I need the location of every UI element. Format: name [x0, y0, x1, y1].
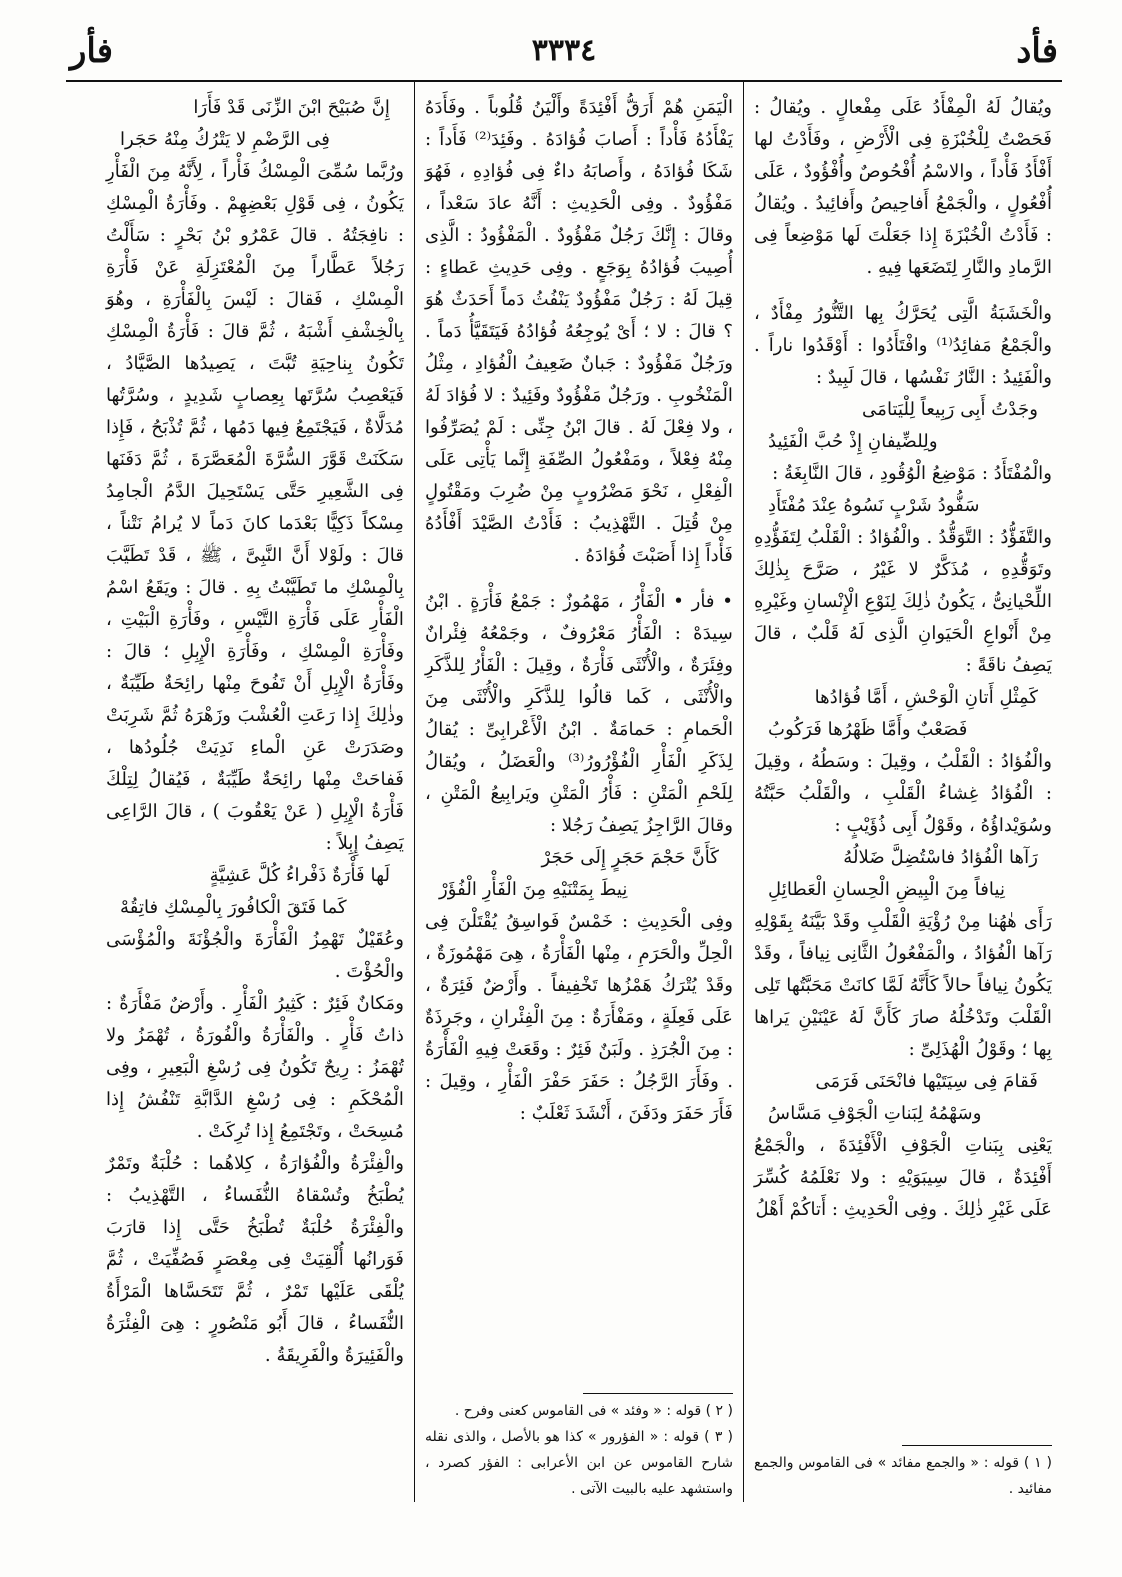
page-number: ٣٣٣٤: [531, 33, 597, 68]
paragraph: رَأَى هٰهُنا مِنْ رُؤْيَةِ الْقَلْبِ وقَدْ بَيَّنَهُ بِقَوْلِهِ رَآها الْفُؤادُ ، والْمَفْعُولُ الثَّانِى نِيافاً ، وقَدْ يَكُونُ نِيافاً حالاً كَأَنَّهُ لَمَّا كانَتْ مَحَبَّتُها تَلِى الْقَلْبَ وتَدْخُلُهُ صارَ كَأَنَّ لَهُ عَيْنَيْنِ يَراها بِها ؛ وقَوْلُ الْهُذَلِىِّ :: [754, 911, 1052, 1060]
verse-hemistich: كَما فَتَقَ الْكافُورَ بِالْمِسْكِ فاتِقُهْ: [120, 897, 347, 918]
paragraph: والتَّفَؤُّدُ : التَّوَقُّدُ . والْفُؤادُ : الْقَلْبُ لِتَفَؤُّدِهِ وتَوَقُّدِهِ ، مُذَكَّرٌ لا غَيْرُ ، صَرَّحَ بِذٰلِكَ اللِّحْيانِىُّ ، يَكُونُ ذٰلِكَ لِنَوْعِ الْإِنْسانِ وغَيْرِهِ مِنْ أَنْواعِ الْحَيَوانِ الَّذِى لَهُ قَلْبٌ ، قالَ يَصِفُ ناقَةً :: [754, 527, 1052, 676]
header-left-entry: فأر: [70, 31, 114, 71]
verse-hemistich: فِى الرَّضْمِ لا يَتْرُكُ مِنْهُ حَجَرا: [120, 129, 330, 150]
verse-dhuayb: [754, 842, 1052, 906]
paragraph: ورُبَّما سُمِّىَ الْمِسْكُ فَأْراً ، لِأَنَّهُ مِنَ الْفَأْرِ يَكُونُ ، فِى قَوْلِ بَعْضِهِمْ . وفَأْرَةُ الْمِسْكِ : نافِجَتُهُ . قالَ عَمْرُو بْنُ بَحْرٍ : سَأَلْتُ رَجُلاً عَطَّاراً مِنَ الْمُعْتَزِلَةِ عَنْ فَأْرَةِ الْمِسْكِ ، فَقالَ : لَيْسَ بِالْفَأْرَةِ ، وهُوَ بِالْخِشْفِ أَشْبَهُ ، ثُمَّ قالَ : فَأْرَةُ الْمِسْكِ تَكُونُ بِناحِيَةِ تُبَّتَ ، يَصِيدُها الصَّيَّادُ ، فَيَعْصِبُ سُرَّتَها بِعِصابٍ شَدِيدٍ ، وسُرَّتُها مُدَلَّاةٌ ، فَيَجْتَمِعُ فِيها دَمُها ، ثُمَّ تُذْبَحُ ، فَإِذا سَكَنَتْ قَوَّرَ السُّرَّةَ الْمُعَصَّرَةَ ، ثُمَّ دَفَنَها فِى الشَّعِيرِ حَتَّى يَسْتَحِيلَ الدَّمُ الْجامِدُ مِسْكاً ذَكِيًّا بَعْدَما كانَ دَماً لا يُرامُ نَتْناً ، قالَ : ولَوْلا أَنَّ النَّبِىَّ ، ﷺ ، قَدْ تَطَيَّبَ بِالْمِسْكِ ما تَطَيَّبْتُ بِهِ . قالَ : ويَقَعُ اسْمُ الْفَأْرِ عَلَى فَأْرَةِ التَّيْسِ ، وفَأْرَةِ الْبَيْتِ ، وفَأْرَةِ الْمِسْكِ ، وفَأْرَةِ الْإِبِلِ ؛ قالَ : وفَأْرَةُ الْإِبِلِ أَنْ تَفُوحَ مِنْها رائِحَةٌ طَيِّبَةٌ ، وذٰلِكَ إِذا رَعَتِ الْعُشْبَ وزَهْرَهُ ثُمَّ شَرِبَتْ وصَدَرَتْ عَنِ الْماءِ نَدِيَتْ جُلُودُها ، فَفاحَتْ مِنْها رائِحَةٌ طَيِّبَةٌ ، فَيُقالُ لِتِلْكَ فَأْرَةُ الْإِبِلِ ( عَنْ يَعْقُوبَ ) ، قالَ الرَّاعِى يَصِفُ إِبِلاً :: [106, 161, 404, 854]
footnote-rule: [902, 1445, 1052, 1446]
page-header: [66, 28, 1062, 74]
verse-hemistich: سَفُّودُ شَرْبٍ نَسُوهُ عِنْدَ مُفْتَأَدِ: [768, 495, 980, 516]
verse-hemistich: كَأَنَّ حَجْمَ حَجَرٍ إِلَى حَجَرْ: [541, 847, 719, 868]
verse-naqa: [754, 682, 1052, 746]
footnotes-middle: [425, 1393, 733, 1502]
paragraph: يَعْنِى بِبَناتِ الْجَوْفِ الْأَفْئِدَةَ ، والْجَمْعُ أَفْئِدَةٌ ، قالَ سِيبَوَيْهِ : ولا نَعْلَمُهُ كُسِّرَ عَلَى غَيْرِ ذٰلِكَ . وفِى الْحَدِيثِ : أَتاكُمْ أَهْلُ: [754, 1135, 1052, 1220]
paragraph: وفِى الْحَدِيثِ : خَمْسٌ فَواسِقُ يُقْتَلْنَ فِى الْحِلِّ والْحَرَمِ ، مِنْها الْفَأْرَةُ ، هِىَ مَهْمُوزَةٌ ، وقَدْ يُتْرَكُ هَمْزُها تَخْفِيفاً . وأَرْضٌ فَئِرَةٌ ، عَلَى فَعِلَةٍ ، ومَفْأَرَةٌ : مِنَ الْفِئْرانِ ، وجَرِذَةٌ : مِنَ الْجُرَذِ . ولَبَنٌ فَئِرٌ : وقَعَتْ فِيهِ الْفَأْرَةُ . وفَأَرَ الرَّجُلُ : حَفَرَ حَفْرَ الْفَأْرِ ، وقِيلَ : فَأَرَ حَفَرَ ودَفَنَ ، أَنْشَدَ ثَعْلَبٌ :: [425, 911, 733, 1124]
verse-hemistich: وسَهْمُهُ لِبَناتِ الْجَوْفِ مَسَّاسُ: [768, 1103, 982, 1124]
verse-hemistich: وجَدْتُ أَبِى رَبِيعاً لِلْيَتامَى: [862, 399, 1038, 420]
verse-hemistich: نِيطَ بِمَتْنَيْهِ مِنَ الْفَأْرِ الْفُؤَرْ: [439, 879, 628, 900]
verse-hemistich: لَها فَأْرَةٌ ذَفْراءُ كُلَّ عَشِيَّةٍ: [209, 865, 390, 886]
paragraph: والْمُفْتَأَدُ : مَوْضِعُ الْوُقُودِ ، قالَ النَّابِغَةُ :: [772, 463, 1052, 484]
paragraph: الْيَمَنِ هُمْ أَرَقُّ أَفْئِدَةً وأَلْيَنُ قُلُوباً . وفَأَدَهُ يَفْأَدُهُ فَأْداً : أَصابَ فُؤادَهُ . وفَئِدَ⁽²⁾ فَأَداً : شَكَا فُؤادَهُ ، وأَصابَهُ داءٌ فِى فُؤادِهِ ، فَهُوَ مَفْؤُودٌ . وفِى الْحَدِيثِ : أَنَّهُ عادَ سَعْداً ، وقالَ : إِنَّكَ رَجُلٌ مَفْؤُودٌ . الْمَفْؤُودُ : الَّذِى أُصِيبَ فُؤادُهُ بِوَجَعٍ . وفِى حَدِيثِ عَطاءٍ : قِيلَ لَهُ : رَجُلٌ مَفْؤُودٌ يَنْفُثُ دَماً أَحَدَثٌ هُوَ ؟ قالَ : لا ؛ أَىْ يُوجِعُهُ فُؤادُهُ فَيَتَقَيَّأُ دَماً . ورَجُلٌ مَفْؤُودٌ : جَبانٌ ضَعِيفُ الْفُؤادِ ، مِثْلُ الْمَنْخُوبِ . ورَجُلٌ مَفْؤُودٌ وفَئِيدٌ : لا فُؤادَ لَهُ ، ولا فِعْلَ لَهُ . قالَ ابْنُ جِنِّى : لَمْ يُصَرِّفُوا مِنْهُ فِعْلاً ، ومَفْعُولُ الصِّفَةِ إِنَّما يَأْتِى عَلَى الْفِعْلِ ، نَحْوَ مَضْرُوبٍ مِنْ ضُرِبَ ومَقْتُولٍ مِنْ قُتِلَ . التَّهْذِيبُ : فَأَدْتُ الصَّيْدَ أَفْأَدُهُ فَأْداً إِذا أَصَبْتَ فُؤادَهُ .: [425, 97, 734, 566]
column-left: [96, 82, 414, 1502]
paragraph: ومَكانٌ فَئِرٌ : كَثِيرُ الْفَأْرِ . وأَرْضٌ مَفْأَرَةٌ : ذاتُ فَأْرٍ . والْفَأْرَةُ والْفُورَةُ ، تُهْمَزُ ولا تُهْمَزُ : رِيحٌ تَكُونُ فِى رُسْغِ الْبَعِيرِ ، وفِى الْمُحْكَمِ : فِى رُسْغِ الدَّابَّةِ تَنْفُشُ إِذا مُسِحَتْ ، وتَجْتَمِعُ إِذا تُرِكَتْ .: [106, 993, 404, 1142]
footnote: ( ١ ) قوله : « والجمع مفائد » فى القاموس والجمع مفائيد .: [754, 1455, 1053, 1497]
verse-rai: [106, 860, 404, 924]
footnote: ( ٢ ) قوله : « وفئد » فى القاموس كعنى وفرح .: [454, 1403, 733, 1419]
paragraph: وعُقَيْلٌ تَهْمِزُ الْفَأْرَةَ والْجُؤْنَةَ والْمُؤْسَى والْحُؤْتَ .: [106, 929, 404, 982]
footnotes-right: [754, 1445, 1052, 1502]
column-middle: [414, 82, 744, 1502]
verse-hemistich: فَقامَ فِى سِيَتَيْها فانْحَنَى فَرَمَى: [815, 1071, 1038, 1092]
header-right-entry: فأد: [1016, 31, 1058, 71]
paragraph: والْفِئْرَةُ والْفُؤارَةُ ، كِلاهُما : حُلْبَةٌ وتَمْرٌ يُطْبَخُ وتُسْقاهُ النُّفَساءُ ، التَّهْذِيبُ : والْفِئْرَةُ حُلْبَةٌ تُطْبَخُ حَتَّى إِذا قارَبَ فَوَرانُها أُلْقِيَتْ فِى مِعْصَرٍ فَصُفِّيَتْ ، ثُمَّ يُلْقَى عَلَيْها تَمْرٌ ، ثُمَّ تَتَحَسَّاها الْمَرْأَةُ النُّفَساءُ ، قالَ أَبُو مَنْصُورٍ : هِىَ الْفِئْرَةُ والْفَئِيرَةُ والْفَرِيقَةُ .: [106, 1153, 404, 1366]
verse-hemistich: كَمِثْلِ أَتانِ الْوَحْشِ ، أَمَّا فُؤادُها: [814, 687, 1038, 708]
verse-labid: [754, 394, 1052, 458]
verse-hemistich: فَصَعْبٌ وأَمَّا ظَهْرُها فَرَكُوبُ: [768, 719, 968, 740]
column-right: [744, 82, 1062, 1502]
verse-rajiz: [425, 842, 733, 906]
paragraph: والْفُؤادُ : الْقَلْبُ ، وقِيلَ : وسَطُهُ ، وقِيلَ : الْفُؤادُ غِشاءُ الْقَلْبِ ، والْقَلْبُ حَبَّتُهُ وسُوَيْداؤُهُ ، وقَوْلُ أَبِى ذُؤَيْبٍ :: [754, 751, 1052, 836]
verse-nabigha: [754, 490, 1052, 522]
verse-hemistich: ولِلضِّيفانِ إِذْ حُبَّ الْفَئِيدُ: [768, 431, 938, 452]
paragraph: والْخَشَبَةُ الَّتِى يُحَرَّكُ بِها التَّنُّورُ مِفْأَدٌ ، والْجَمْعُ مَفائِدُ⁽¹⁾ وافْتَأَدُوا : أَوْقَدُوا ناراً . والْفَئِيدُ : النَّارُ نَفْسُها ، قالَ لَبِيدٌ :: [754, 303, 1052, 388]
verse-sa-lab: [106, 92, 404, 156]
verse-hemistich: رَآها الْفُؤادُ فاسْتُضِلَّ ضَلالُهُ: [843, 847, 1038, 868]
verse-hemistich: نِيافاً مِنَ الْبِيضِ الْحِسانِ الْعَطائِلِ: [768, 879, 1006, 900]
footnote: ( ٣ ) قوله : « الفؤرور » كذا هو بالأصل ، والذى نقله شارح القاموس عن ابن الأعرابى : الفؤر كصرد ، واستشهد عليه بالبيت الآتى .: [425, 1429, 733, 1497]
columns: [66, 82, 1062, 1502]
verse-hemistich: إِنَّ صُبَيْحَ ابْنَ الزِّنَى قَدْ فَأَرَا: [193, 97, 390, 118]
paragraph: ويُقالُ لَهُ الْمِفْأَدُ عَلَى مِفْعالٍ . ويُقالُ : فَحَصْتُ لِلْخُبْزَةِ فِى الْأَرْضِ ، وفَأَدْتُ لها أَفْأَدُ فَأْداً ، والاسْمُ أُفْحُوصٌ وأُفْؤُودٌ ، عَلَى أُفْعُولٍ ، والْجَمْعُ أَفاحِيصُ وأَفائِيدُ . ويُقالُ : فَأَدْتُ الْخُبْزَةَ إِذا جَعَلْتَ لَها مَوْضِعاً فِى الرَّمادِ والنَّارِ لِتَضَعَها فِيهِ .: [754, 97, 1052, 278]
footnote-rule: [583, 1393, 733, 1394]
verse-hudhali: [754, 1066, 1052, 1130]
entry-far: • فأر • الْفَأْرُ ، مَهْمُوزٌ : جَمْعُ فَأْرَةٍ . ابْنُ سِيدَهْ : الْفَأْرُ مَعْرُوفٌ ، وجَمْعُهُ فِئْرانٌ وفِئَرَةٌ ، والْأُنْثَى فَأْرَةٌ ، وقِيلَ : الْفَأْرُ لِلذَّكَرِ والْأُنْثَى ، كَما قالُوا لِلذَّكَرِ والْأُنْثَى مِنَ الْحَمامِ : حَمامَةٌ . ابْنُ الْأَعْرابِىِّ : يُقالُ لِذَكَرِ الْفَأْرِ الْفُؤْرُورُ⁽³⁾ والْعَضَلُ ، ويُقالُ لِلَحْمِ الْمَتْنِ : فَأْرُ الْمَتْنِ ويَرابِيعُ الْمَتْنِ ، وقالَ الرَّاجِزُ يَصِفُ رَجُلا :: [425, 591, 733, 836]
